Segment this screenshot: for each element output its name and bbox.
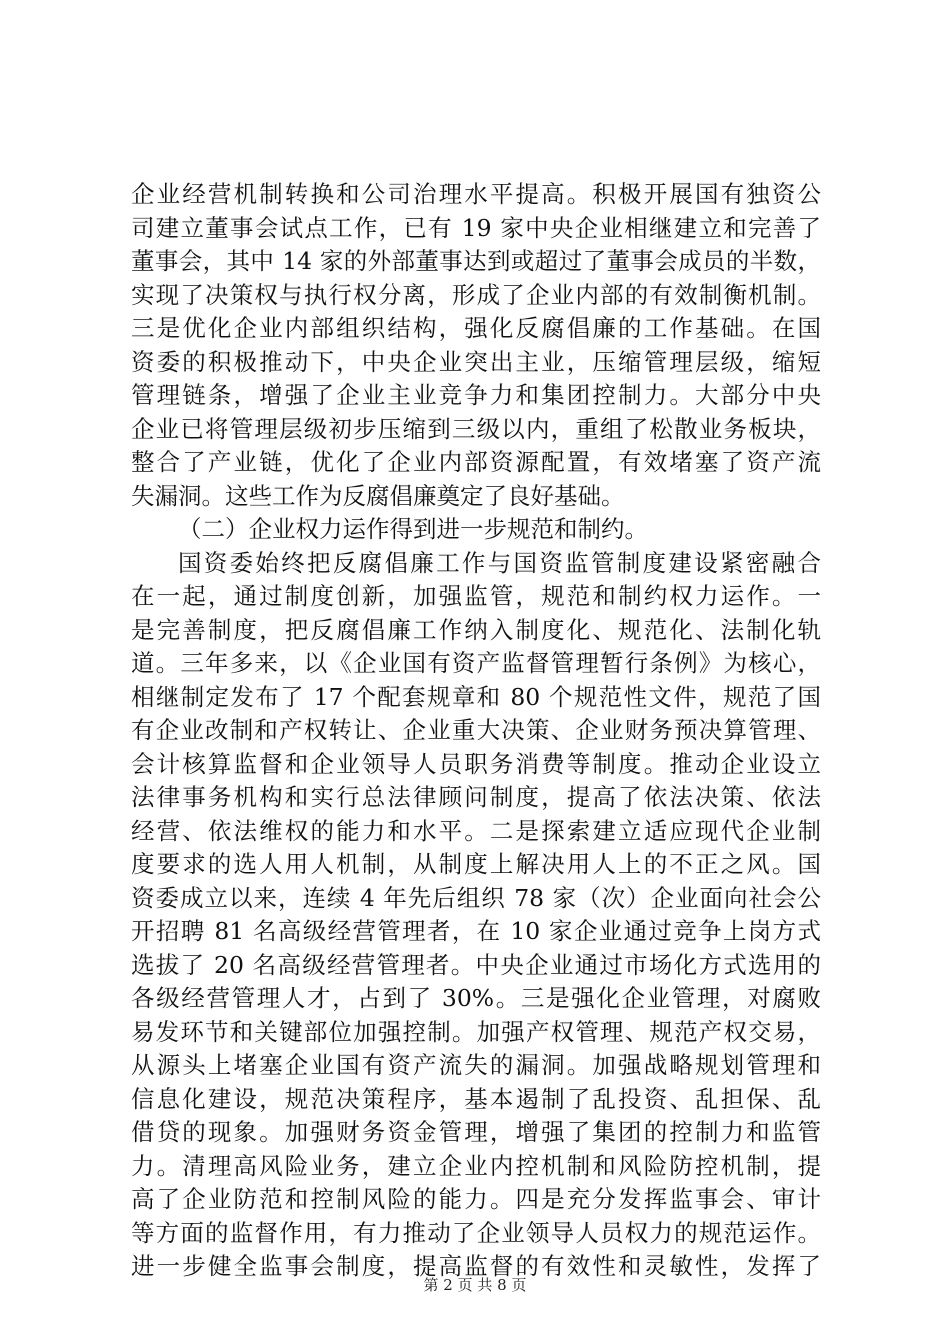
- text-line: 度要求的选人用人机制，从制度上解决用人上的不正之风。国: [131, 850, 821, 878]
- text-line: 各级经营管理人才，占到了 30%。三是强化企业管理，对腐败: [131, 984, 821, 1012]
- text-line: 力。清理高风险业务，建立企业内控机制和风险防控机制，提: [131, 1151, 821, 1180]
- page-footer: 第 2 页 共 8 页: [423, 1276, 527, 1294]
- text-line: 企业已将管理层级初步压缩到三级以内，重组了松散业务板块，: [131, 414, 821, 443]
- text-line: 会计核算监督和企业领导人员职务消费等制度。推动企业设立: [131, 749, 821, 778]
- document-body: [131, 178, 821, 1284]
- text-line: 进一步健全监事会制度，提高监督的有效性和灵敏性，发挥了: [131, 1252, 821, 1280]
- text-line: 易发环节和关键部位加强控制。加强产权管理、规范产权交易，: [131, 1017, 821, 1046]
- text-line: 经营、依法维权的能力和水平。二是探索建立适应现代企业制: [131, 816, 821, 845]
- text-line: 信息化建设，规范决策程序，基本遏制了乱投资、乱担保、乱: [131, 1084, 821, 1113]
- text-line: 整合了产业链，优化了企业内部资源配置，有效堵塞了资产流: [131, 448, 821, 476]
- text-line: 在一起，通过制度创新，加强监管，规范和制约权力运作。一: [131, 582, 821, 610]
- text-line: 借贷的现象。加强财务资金管理，增强了集团的控制力和监管: [131, 1118, 821, 1146]
- text-line: 选拔了 20 名高级经营管理者。中央企业通过市场化方式选用的: [131, 950, 821, 979]
- text-line: 失漏洞。这些工作为反腐倡廉奠定了良好基础。: [131, 481, 625, 510]
- text-line: 有企业改制和产权转让、企业重大决策、企业财务预决算管理、: [131, 716, 821, 744]
- text-line: 实现了决策权与执行权分离，形成了企业内部的有效制衡机制。: [131, 280, 821, 309]
- text-line: 开招聘 81 名高级经营管理者，在 10 家企业通过竞争上岗方式: [131, 917, 821, 945]
- text-line: 从源头上堵塞企业国有资产流失的漏洞。加强战略规划管理和: [131, 1051, 821, 1079]
- text-line: 司建立董事会试点工作，已有 19 家中央企业相继建立和完善了: [131, 213, 821, 242]
- text-line: 相继制定发布了 17 个配套规章和 80 个规范性文件，规范了国: [131, 682, 821, 711]
- text-line: 等方面的监督作用，有力推动了企业领导人员权力的规范运作。: [131, 1218, 821, 1247]
- text-line: 董事会，其中 14 家的外部董事达到或超过了董事会成员的半数，: [131, 247, 821, 275]
- text-line: 是完善制度，把反腐倡廉工作纳入制度化、规范化、法制化轨: [131, 615, 821, 644]
- text-line: 资委成立以来，连续 4 年先后组织 78 家（次）企业面向社会公: [131, 883, 821, 912]
- text-line: （二）企业权力运作得到进一步规范和制约。: [178, 515, 648, 543]
- text-line: 管理链条，增强了企业主业竞争力和集团控制力。大部分中央: [131, 381, 821, 409]
- text-line: 高了企业防范和控制风险的能力。四是充分发挥监事会、审计: [131, 1185, 821, 1213]
- text-line: 企业经营机制转换和公司治理水平提高。积极开展国有独资公: [131, 180, 821, 208]
- text-line: 法律事务机构和实行总法律顾问制度，提高了依法决策、依法: [131, 783, 821, 811]
- text-line: 资委的积极推动下，中央企业突出主业，压缩管理层级，缩短: [131, 347, 821, 376]
- text-line: 道。三年多来，以《企业国有资产监督管理暂行条例》为核心，: [131, 649, 821, 677]
- text-line: 国资委始终把反腐倡廉工作与国资监管制度建设紧密融合: [178, 548, 821, 577]
- text-line: 三是优化企业内部组织结构，强化反腐倡廉的工作基础。在国: [131, 314, 821, 342]
